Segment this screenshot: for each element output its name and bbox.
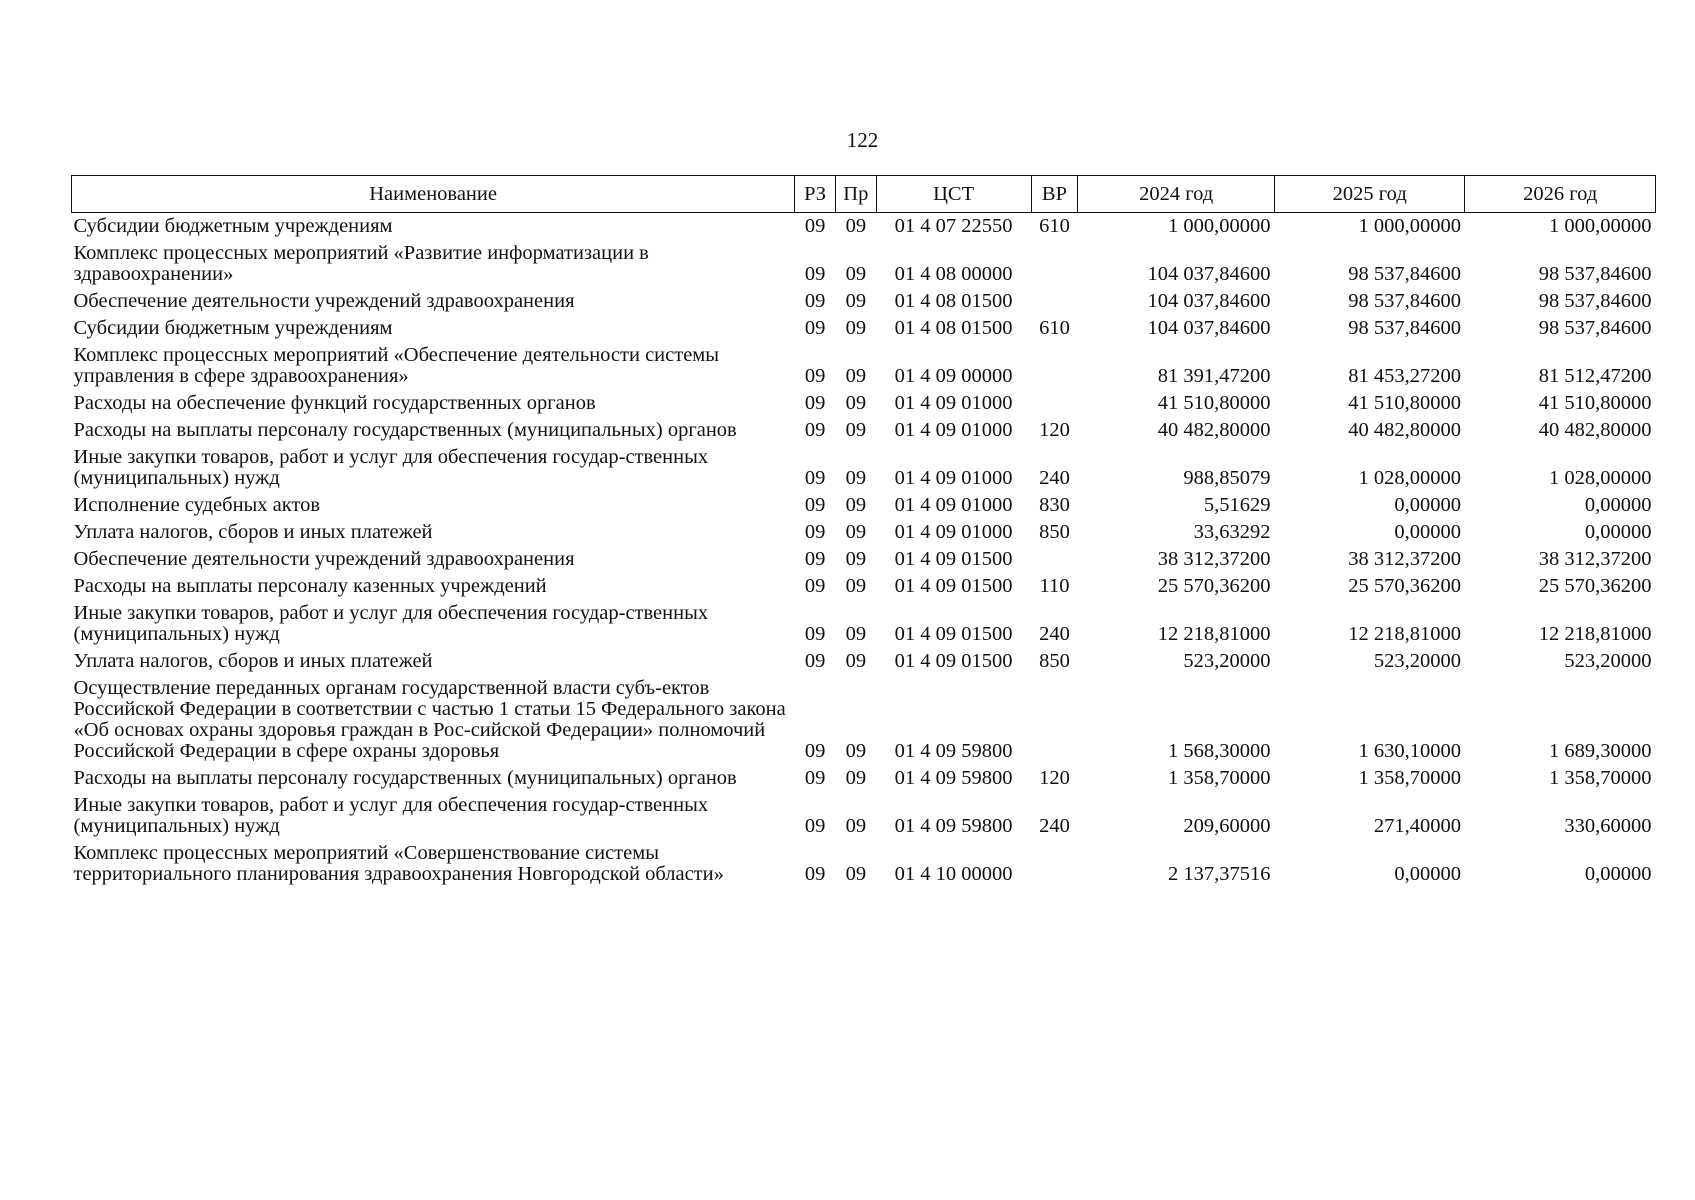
cell-2026: 523,20000 [1564,650,1652,672]
cell-2026: 38 312,37200 [1538,548,1652,570]
cell-cst: 01 4 09 01000 [894,521,1013,543]
cell-vr [1031,288,1078,315]
table-row [72,417,1656,444]
cell-cst: 01 4 08 01500 [894,290,1013,312]
cell-rz: 09 [804,365,826,387]
header-rz: РЗ [795,176,836,213]
cell-pr: 09 [845,290,867,312]
cell-vr [1031,675,1078,765]
cell-2025: 98 537,84600 [1348,317,1461,339]
cell-2024: 1 568,30000 [1167,740,1271,762]
cell-cst: 01 4 09 01000 [894,467,1013,489]
cell-cst: 01 4 09 01500 [894,548,1013,570]
cell-rz: 09 [804,650,826,672]
cell-name: Осуществление переданных органам государственной власти субъ-ектов Российской Федерации в соответствии с частью 1 статьи 15 Федерального закона «Об основах охраны здоровья граждан в Рос-сийской Федерации» полномочий Российской Федерации в сфере охраны здоровья [73,677,786,762]
cell-2025: 40 482,80000 [1348,419,1461,441]
cell-2025: 0,00000 [1394,863,1461,885]
table-row [72,288,1656,315]
cell-2026: 0,00000 [1584,494,1652,516]
cell-2024: 25 570,36200 [1157,575,1271,597]
cell-2026: 1 689,30000 [1549,740,1652,762]
cell-cst: 01 4 09 01000 [894,494,1013,516]
cell-2024: 5,51629 [1203,494,1271,516]
cell-pr: 09 [845,815,867,837]
cell-2026: 0,00000 [1584,863,1652,885]
cell-2026: 1 028,00000 [1549,467,1652,489]
cell-name: Комплекс процессных мероприятий «Развитие информатизации в здравоохранении» [73,242,649,285]
cell-rz: 09 [804,548,826,570]
cell-2025: 98 537,84600 [1348,290,1461,312]
cell-name: Иные закупки товаров, работ и услуг для обеспечения государ-ственных (муниципальных) нужд [73,446,709,489]
cell-rz: 09 [804,494,826,516]
cell-2026: 12 218,81000 [1538,623,1652,645]
cell-pr: 09 [845,575,867,597]
cell-2026: 40 482,80000 [1538,419,1652,441]
cell-rz: 09 [804,290,826,312]
header-vr: ВР [1031,176,1078,213]
cell-rz: 09 [804,740,826,762]
table-row [72,390,1656,417]
cell-2025: 1 000,00000 [1358,215,1461,237]
header-cst: ЦСТ [876,176,1031,213]
cell-pr: 09 [845,623,867,645]
cell-vr [1031,840,1078,888]
cell-2024: 209,60000 [1183,815,1271,837]
cell-vr: 610 [1039,317,1070,339]
cell-cst: 01 4 09 01000 [894,392,1013,414]
table-row [72,765,1656,792]
table-row [72,492,1656,519]
cell-2024: 38 312,37200 [1157,548,1271,570]
cell-name: Расходы на обеспечение функций государственных органов [73,392,596,414]
cell-2024: 33,63292 [1193,521,1271,543]
cell-2024: 523,20000 [1183,650,1271,672]
cell-rz: 09 [804,815,826,837]
cell-name: Комплекс процессных мероприятий «Совершенствование системы территориального планирования здравоохранения Новгородской области» [73,842,724,885]
cell-name: Исполнение судебных актов [73,494,321,516]
cell-rz: 09 [804,419,826,441]
table-row [72,792,1656,840]
cell-vr: 830 [1039,494,1070,516]
cell-rz: 09 [804,317,826,339]
cell-rz: 09 [804,575,826,597]
cell-2026: 330,60000 [1564,815,1652,837]
table-row [72,648,1656,675]
cell-2024: 41 510,80000 [1157,392,1271,414]
cell-cst: 01 4 09 59800 [894,767,1013,789]
cell-vr: 240 [1039,815,1070,837]
header-row [72,176,1656,213]
cell-rz: 09 [804,392,826,414]
cell-cst: 01 4 07 22550 [894,215,1013,237]
cell-vr [1031,390,1078,417]
cell-2025: 1 630,10000 [1358,740,1461,762]
cell-2025: 523,20000 [1373,650,1461,672]
cell-pr: 09 [845,863,867,885]
cell-2024: 988,85079 [1183,467,1271,489]
table-body [72,213,1656,889]
cell-cst: 01 4 09 01000 [894,419,1013,441]
cell-cst: 01 4 09 59800 [894,815,1013,837]
cell-2025: 81 453,27200 [1348,365,1461,387]
cell-2025: 271,40000 [1373,815,1461,837]
table-row [72,213,1656,241]
cell-name: Субсидии бюджетным учреждениям [73,215,393,237]
cell-2024: 81 391,47200 [1157,365,1271,387]
cell-2026: 0,00000 [1584,521,1652,543]
cell-name: Обеспечение деятельности учреждений здравоохранения [73,548,575,570]
cell-2025: 38 312,37200 [1348,548,1461,570]
cell-2025: 0,00000 [1394,521,1461,543]
cell-cst: 01 4 09 59800 [894,740,1013,762]
cell-name: Расходы на выплаты персоналу государственных (муниципальных) органов [73,419,737,441]
cell-name: Расходы на выплаты персоналу государственных (муниципальных) органов [73,767,737,789]
cell-2024: 1 358,70000 [1167,767,1271,789]
cell-2026: 1 000,00000 [1549,215,1652,237]
cell-pr: 09 [845,215,867,237]
cell-2025: 25 570,36200 [1348,575,1461,597]
cell-pr: 09 [845,740,867,762]
cell-2024: 104 037,84600 [1147,263,1271,285]
cell-cst: 01 4 10 00000 [894,863,1013,885]
cell-name: Субсидии бюджетным учреждениям [73,317,393,339]
cell-2024: 104 037,84600 [1147,317,1271,339]
cell-cst: 01 4 09 01500 [894,650,1013,672]
cell-vr: 120 [1039,767,1070,789]
cell-2026: 98 537,84600 [1538,317,1652,339]
cell-cst: 01 4 09 01500 [894,623,1013,645]
cell-pr: 09 [845,365,867,387]
header-2026: 2026 год [1465,176,1656,213]
cell-name: Уплата налогов, сборов и иных платежей [73,521,433,543]
cell-2026: 1 358,70000 [1549,767,1652,789]
cell-cst: 01 4 09 00000 [894,365,1013,387]
cell-rz: 09 [804,623,826,645]
cell-vr [1031,240,1078,288]
cell-pr: 09 [845,494,867,516]
table-row [72,315,1656,342]
cell-pr: 09 [845,650,867,672]
cell-name: Иные закупки товаров, работ и услуг для обеспечения государ-ственных (муниципальных) нужд [73,602,709,645]
cell-vr: 240 [1039,467,1070,489]
cell-cst: 01 4 09 01500 [894,575,1013,597]
header-name: Наименование [72,176,795,213]
cell-name: Иные закупки товаров, работ и услуг для обеспечения государ-ственных (муниципальных) нужд [73,794,709,837]
table-row [72,342,1656,390]
table-row [72,573,1656,600]
cell-pr: 09 [845,548,867,570]
cell-name: Комплекс процессных мероприятий «Обеспечение деятельности системы управления в сфере здравоохранения» [73,344,720,387]
cell-vr [1031,342,1078,390]
page-number: 122 [846,128,879,152]
cell-2024: 104 037,84600 [1147,290,1271,312]
header-2025: 2025 год [1274,176,1464,213]
cell-2025: 1 358,70000 [1358,767,1461,789]
cell-2025: 41 510,80000 [1348,392,1461,414]
cell-rz: 09 [804,467,826,489]
cell-rz: 09 [804,863,826,885]
cell-2024: 2 137,37516 [1167,863,1271,885]
cell-name: Расходы на выплаты персоналу казенных учреждений [73,575,547,597]
cell-rz: 09 [804,263,826,285]
cell-pr: 09 [845,392,867,414]
table-row [72,519,1656,546]
cell-2026: 25 570,36200 [1538,575,1652,597]
cell-2026: 98 537,84600 [1538,290,1652,312]
budget-table [71,175,1656,888]
cell-vr: 110 [1039,575,1070,597]
cell-rz: 09 [804,521,826,543]
cell-vr: 120 [1039,419,1070,441]
table-row [72,840,1656,888]
cell-vr: 850 [1039,650,1070,672]
table-row [72,546,1656,573]
table-row [72,600,1656,648]
cell-pr: 09 [845,317,867,339]
cell-cst: 01 4 08 00000 [894,263,1013,285]
cell-pr: 09 [845,521,867,543]
header-pr: Пр [835,176,876,213]
header-2024: 2024 год [1078,176,1275,213]
cell-2025: 0,00000 [1394,494,1461,516]
cell-2026: 98 537,84600 [1538,263,1652,285]
cell-2024: 1 000,00000 [1167,215,1271,237]
cell-2024: 12 218,81000 [1157,623,1271,645]
cell-pr: 09 [845,467,867,489]
cell-2025: 12 218,81000 [1348,623,1461,645]
table-row [72,240,1656,288]
cell-2026: 41 510,80000 [1538,392,1652,414]
table-row [72,675,1656,765]
cell-vr: 850 [1039,521,1070,543]
cell-pr: 09 [845,767,867,789]
cell-2025: 1 028,00000 [1358,467,1461,489]
cell-cst: 01 4 08 01500 [894,317,1013,339]
cell-vr: 610 [1039,215,1070,237]
cell-name: Уплата налогов, сборов и иных платежей [73,650,433,672]
cell-pr: 09 [845,263,867,285]
cell-vr [1031,546,1078,573]
table-row [72,444,1656,492]
cell-2024: 40 482,80000 [1157,419,1271,441]
cell-2025: 98 537,84600 [1348,263,1461,285]
cell-pr: 09 [845,419,867,441]
cell-2026: 81 512,47200 [1538,365,1652,387]
cell-name: Обеспечение деятельности учреждений здравоохранения [73,290,575,312]
cell-vr: 240 [1039,623,1070,645]
cell-rz: 09 [804,215,826,237]
cell-rz: 09 [804,767,826,789]
